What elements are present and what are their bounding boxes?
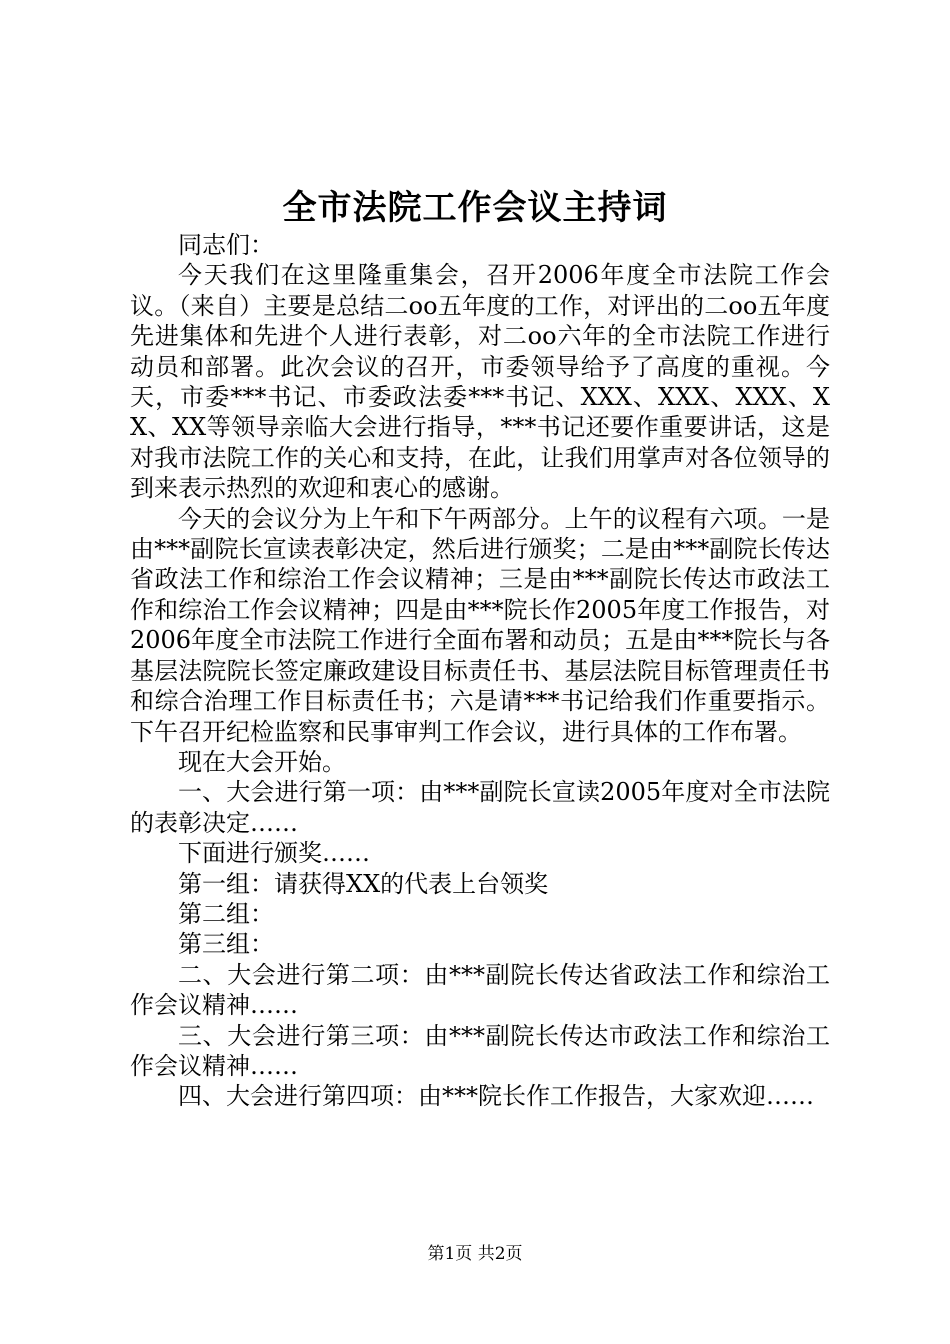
item-four-paragraph: 四、大会进行第四项：由***院长作工作报告，大家欢迎…… [178,1082,814,1111]
award-paragraph: 下面进行颁奖…… [178,839,370,868]
group-two-paragraph: 第二组： [178,899,274,928]
document-body [130,230,830,1112]
meeting-start-paragraph: 现在大会开始。 [178,747,346,776]
item-two-paragraph: 二、大会进行第二项：由***副院长传达省政法工作和综治工作会议精神…… [130,960,830,1020]
group-one-paragraph: 第一组：请获得XX的代表上台领奖 [178,869,549,898]
page-number-footer: 第1页 共2页 [427,1244,523,1264]
document-title: 全市法院工作会议主持词 [282,188,668,228]
agenda-paragraph: 今天的会议分为上午和下午两部分。上午的议程有六项。一是由***副院长宣读表彰决定，然后进行颁奖；二是由***副院长传达省政法工作和综治工作会议精神；三是由***副院长传达市政法工作和综治工作会议精神；四是由***院长作2005年度工作报告，对2006年度全市法院工作进行全面布署和动员；五是由***院长与各基层法院院长签定廉政建设目标责任书、基层法院目标管理责任书和综合治理工作目标责任书；六是请***书记给我们作重要指示。下午召开纪检监察和民事审判工作会议，进行具体的工作布署。 [130,504,830,746]
opening-paragraph: 今天我们在这里隆重集会，召开2006年度全市法院工作会议。（来自）主要是总结二oo五年度的工作，对评出的二oo五年度先进集体和先进个人进行表彰，对二oo六年的全市法院工作进行动员和部署。此次会议的召开，市委领导给予了高度的重视。今天，市委***书记、市委政法委***书记、XXX、XXX、XXX、XX、XX等领导亲临大会进行指导，***书记还要作重要讲话，这是对我市法院工作的关心和支持，在此，让我们用掌声对各位领导的到来表示热烈的欢迎和衷心的感谢。 [130,261,830,503]
salutation-paragraph: 同志们： [178,231,274,259]
item-one-paragraph: 一、大会进行第一项：由***副院长宣读2005年度对全市法院的表彰决定…… [130,778,830,837]
group-three-paragraph: 第三组： [178,930,274,959]
item-three-paragraph: 三、大会进行第三项：由***副院长传达市政法工作和综治工作会议精神…… [130,1021,830,1080]
